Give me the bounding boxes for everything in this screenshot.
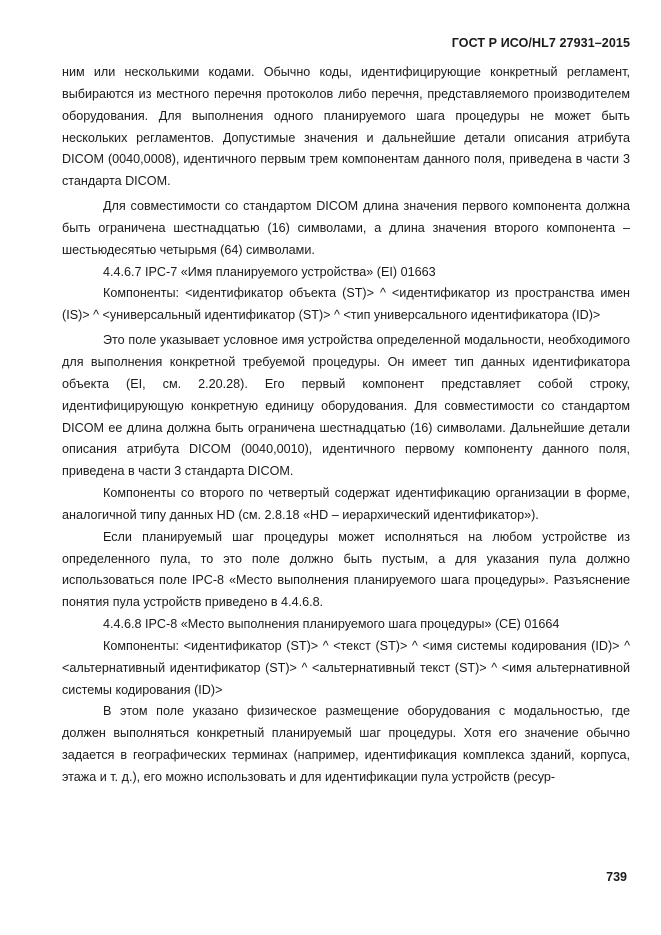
document-header: ГОСТ Р ИСО/HL7 27931–2015 — [451, 36, 630, 50]
section-heading-4-4-6-7: 4.4.6.7 IPC-7 «Имя планируемого устройства» (EI) 01663 — [103, 264, 436, 279]
paragraph-components-ipc8: Компоненты: <идентификатор (ST)> ^ <текст (ST)> ^ <имя системы кодирования (ID)> ^ <альтернативный идентификатор (ST)> ^ <альтернативный текст (ST)> ^ <имя альтернативной системы кодирования (ID)> — [62, 638, 630, 697]
paragraph-device-name: Это поле указывает условное имя устройства определенной модальности, необходимого для выполнения конкретной требуемой процедуры. Он имеет тип данных идентификатора объекта (EI, см. 2.20.28). Его первый компонент представляет собой строку, идентифицирующую конкретную единицу оборудования. Для совместимости со стандартом DICOM ее длина должна быть ограничена шестнадцатью (16) символами. Дальнейшие детали описания атрибута DICOM (0040,0010), идентичного первому компоненту данного поля, приведена в части 3 стандарта DICOM. — [62, 333, 630, 479]
page-body — [62, 62, 630, 789]
paragraph-dicom-compatibility: Для совместимости со стандартом DICOM длина значения первого компонента должна быть ограничена шестнадцатью (16) символами, а длина значения второго компонента – шестьюдесятью четырьмя (64) символами. — [62, 199, 630, 257]
paragraph-device-pool: Если планируемый шаг процедуры может исполняться на любом устройстве из определенного пула, то это поле должно быть пустым, а для указания пула должно использоваться поле IPC-8 «Место выполнения планируемого шага процедуры». Разъяснение понятия пула устройств приведено в 4.4.6.8. — [62, 529, 630, 610]
paragraph-components-ipc7: Компоненты: <идентификатор объекта (ST)> ^ <идентификатор из пространства имен (IS)> ^ <универсальный идентификатор (ST)> ^ <тип универсального идентификатора (ID)> — [62, 286, 630, 323]
paragraph-physical-location: В этом поле указано физическое размещение оборудования с модальностью, где должен выполняться конкретный планируемый шаг процедуры. Хотя его значение обычно задается в географических терминах (например, идентификация комплекса зданий, корпуса, этажа и т. д.), его можно использовать и для идентификации пула устройств (ресур- — [62, 704, 630, 784]
section-heading-4-4-6-8: 4.4.6.8 IPC-8 «Место выполнения планируемого шага процедуры» (CE) 01664 — [103, 617, 560, 632]
page-number: 739 — [606, 870, 627, 884]
paragraph-components-second-fourth: Компоненты со второго по четвертый содержат идентификацию организации в форме, аналогичной типу данных HD (см. 2.8.18 «HD – иерархический идентификатор»). — [62, 486, 630, 522]
paragraph-continuation: ним или несколькими кодами. Обычно коды, идентифицирующие конкретный регламент, выбираются из местного перечня протоколов либо перечня, представляемого производителем оборудования. Для выполнения одного планируемого шага процедуры не может быть нескольких регламентов. Допустимые значения и дальнейшие детали описания атрибута DICOM (0040,0008), идентичного первым трем компонентам данного поля, приведена в части 3 стандарта DICOM. — [62, 65, 630, 189]
